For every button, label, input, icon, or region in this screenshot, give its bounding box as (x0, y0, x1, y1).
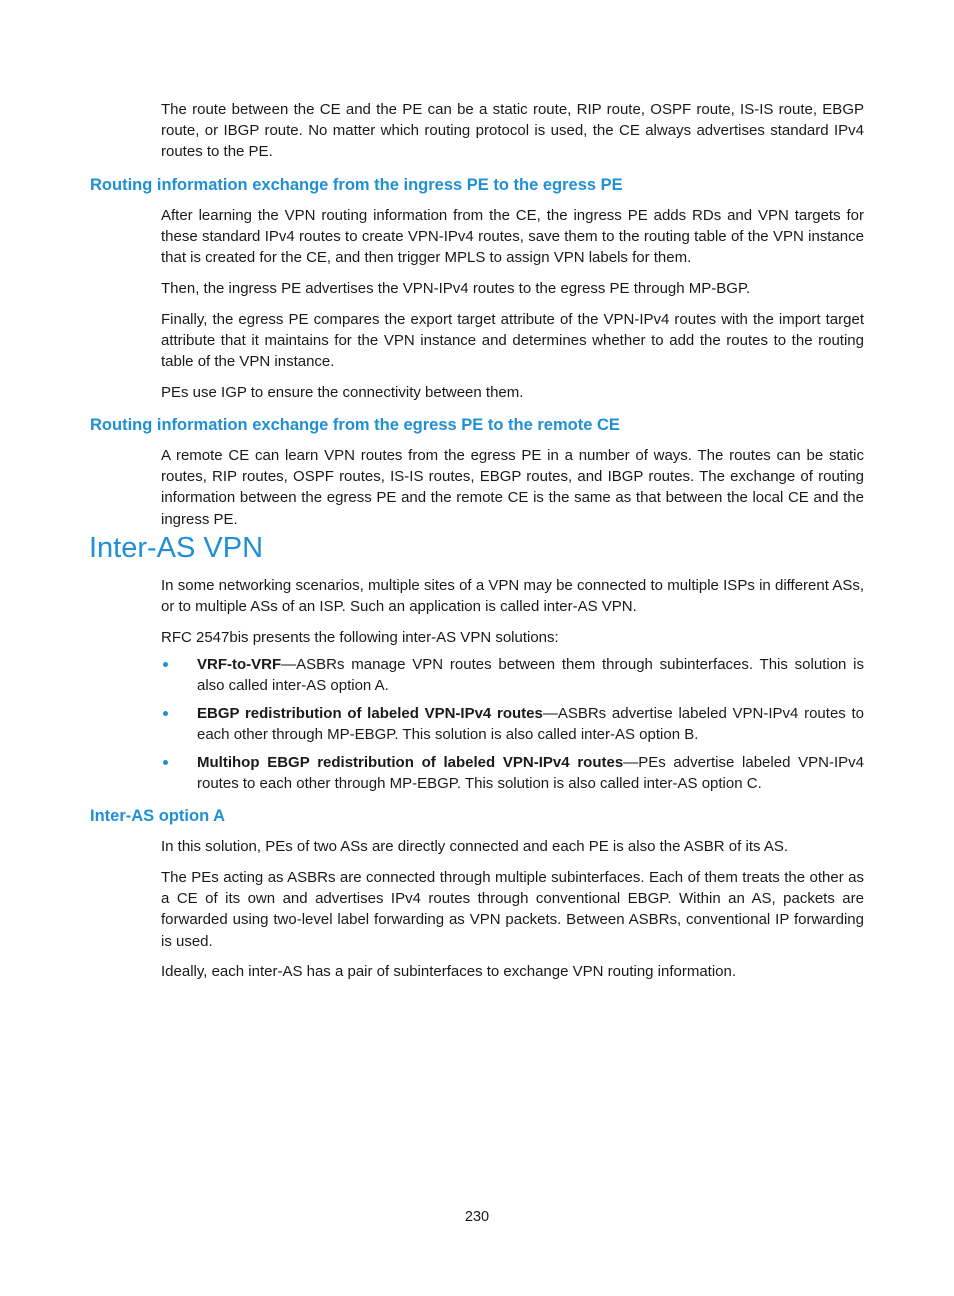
heading-ingress-to-egress: Routing information exchange from the ingress PE to the egress PE (90, 176, 623, 194)
paragraph-option-a-intro: In this solution, PEs of two ASs are directly connected and each PE is also the ASBR of its AS. (161, 838, 789, 855)
bullet-icon (163, 711, 168, 716)
bullet-description: —ASBRs manage VPN routes between them through subinterfaces. This solution is also called inter-AS option A. (197, 656, 864, 695)
bullet-term: VRF-to-VRF (197, 656, 282, 673)
page-number: 230 (464, 1209, 490, 1225)
heading-option-a: Inter-AS option A (90, 807, 226, 825)
paragraph-option-a-ideally: Ideally, each inter-AS has a pair of subinterfaces to exchange VPN routing information. (161, 963, 737, 980)
paragraph-ce-pe-route: The route between the CE and the PE can be a static route, RIP route, OSPF route, IS-IS route, EBGP route, or IBGP route. No matter which routing protocol is used, the CE always advertises standard IPv4 routes to the PE. (161, 101, 864, 161)
bullet-description: —ASBRs advertise labeled VPN-IPv4 routes to each other through MP-EBGP. This solution is also called inter-AS option B. (197, 705, 864, 744)
bullet-text (197, 703, 864, 745)
paragraph-option-a-subinterfaces: The PEs acting as ASBRs are connected through multiple subinterfaces. Each of them treats the other as a CE of its own and advertises IPv4 routes through conventional EBGP. Within an AS, packets are forwarded using two-level label forwarding as VPN packets. Between ASBRs, conventional IP forwarding is used. (161, 869, 864, 950)
bullet-term: Multihop EBGP redistribution of labeled VPN-IPv4 routes (197, 754, 624, 771)
bullet-term: EBGP redistribution of labeled VPN-IPv4 routes (197, 705, 543, 722)
heading-egress-to-remote: Routing information exchange from the egress PE to the remote CE (90, 416, 620, 434)
paragraph-rfc-solutions: RFC 2547bis presents the following inter-AS VPN solutions: (161, 629, 559, 646)
bullet-icon (163, 662, 168, 667)
paragraph-ingress-pe-learning: After learning the VPN routing information from the CE, the ingress PE adds RDs and VPN targets for these standard IPv4 routes to create VPN-IPv4 routes, save them to the routing table of the VPN instance that is created for the CE, and then trigger MPLS to assign VPN labels for them. (161, 207, 864, 267)
bullet-description: —PEs advertise labeled VPN-IPv4 routes to each other through MP-EBGP. This solution is also called inter-AS option C. (197, 754, 865, 793)
paragraph-remote-ce: A remote CE can learn VPN routes from the egress PE in a number of ways. The routes can be static routes, RIP routes, OSPF routes, IS-IS routes, EBGP routes, and IBGP routes. The exchange of routing information between the egress PE and the remote CE is the same as that between the local CE and the ingress PE. (161, 447, 864, 528)
bullet-text (197, 654, 864, 696)
paragraph-inter-as-intro: In some networking scenarios, multiple sites of a VPN may be connected to multiple ISPs in different ASs, or to multiple ASs of an ISP. Such an application is called inter-AS VPN. (161, 577, 864, 616)
paragraph-pes-igp: PEs use IGP to ensure the connectivity between them. (161, 384, 524, 401)
heading-inter-as-vpn: Inter-AS VPN (89, 532, 264, 564)
bullet-icon (163, 760, 168, 765)
paragraph-ingress-pe-advertise: Then, the ingress PE advertises the VPN-IPv4 routes to the egress PE through MP-BGP. (161, 280, 751, 297)
paragraph-egress-pe-compare: Finally, the egress PE compares the export target attribute of the VPN-IPv4 routes with the import target attribute that it maintains for the VPN instance and determines whether to add the routes to the routing table of the VPN instance. (161, 311, 864, 371)
bullet-text (197, 752, 864, 794)
